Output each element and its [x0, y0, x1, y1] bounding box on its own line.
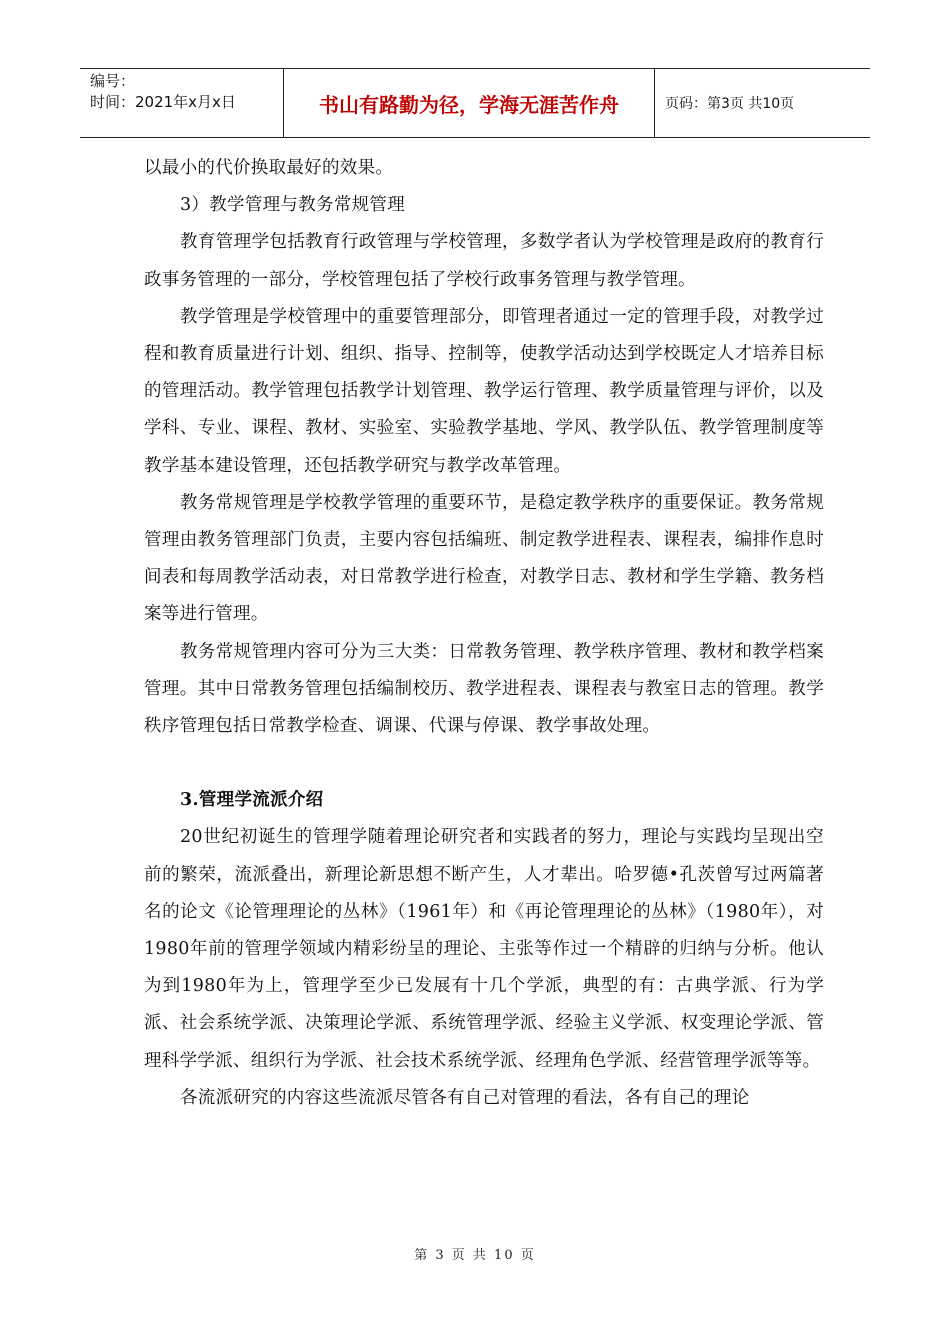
code-label: 编号：: [90, 72, 136, 90]
header-meta: [80, 69, 283, 137]
paragraph-7: 20世纪初诞生的管理学随着理论研究者和实践者的努力，理论与实践均呈现出空前的繁荣，流派叠出，新理论新思想不断产生，人才辈出。哈罗德•孔茨曾写过两篇著名的论文《论管理理论的丛林》（1961年）和《再论管理理论的丛林》（1980年），对1980年前的管理学领域内精彩纷呈的理论、主张等作过一个精辟的归纳与分析。他认为到1980年为上，管理学至少已发展有十几个学派，典型的有：古典学派、行为学派、社会系统学派、决策理论学派、系统管理学派、经验主义学派、权变理论学派、管理科学学派、组织行为学派、社会技术系统学派、经理角色学派、经营管理学派等等。: [144, 827, 824, 1071]
paragraph-6: 教务常规管理内容可分为三大类：日常教务管理、教学秩序管理、教材和教学档案管理。其中日常教务管理包括编制校历、教学进程表、课程表与教室日志的管理。教学秩序管理包括日常教学检查、调课、代课与停课、教学事故处理。: [144, 641, 824, 737]
date-label: 时间：2021年x月x日: [90, 93, 236, 111]
document-body: [144, 150, 824, 1117]
header-page-number: 页码：第3页 共10页: [665, 96, 795, 112]
section-subtitle: 3）教学管理与教务常规管理: [180, 195, 406, 216]
paragraph-8: 各流派研究的内容这些流派尽管各有自己对管理的看法，各有自己的理论: [180, 1087, 750, 1108]
page-footer: 第 3 页 共 10 页: [414, 1248, 536, 1263]
paragraph-3: 教育管理学包括教育行政管理与学校管理，多数学者认为学校管理是政府的教育行政事务管理的一部分，学校管理包括了学校行政事务管理与教学管理。: [144, 232, 824, 290]
paragraph-4: 教学管理是学校管理中的重要管理部分，即管理者通过一定的管理手段，对教学过程和教育质量进行计划、组织、指导、控制等，使教学活动达到学校既定人才培养目标的管理活动。教学管理包括教学计划管理、教学运行管理、教学质量管理与评价，以及学科、专业、课程、教材、实验室、实验教学基地、学风、教学队伍、教学管理制度等教学基本建设管理，还包括教学研究与教学改革管理。: [144, 306, 824, 476]
paragraph-1: 以最小的代价换取最好的效果。: [144, 158, 394, 178]
page-header: [80, 68, 870, 138]
section-heading: 3.管理学流派介绍: [180, 790, 324, 811]
header-motto: 书山有路勤为径，学海无涯苦作舟: [283, 69, 655, 137]
paragraph-5: 教务常规管理是学校教学管理的重要环节，是稳定教学秩序的重要保证。教务常规管理由教务管理部门负责，主要内容包括编班、制定教学进程表、课程表，编排作息时间表和每周教学活动表，对日常教学进行检查，对教学日志、教材和学生学籍、教务档案等进行管理。: [144, 492, 824, 625]
